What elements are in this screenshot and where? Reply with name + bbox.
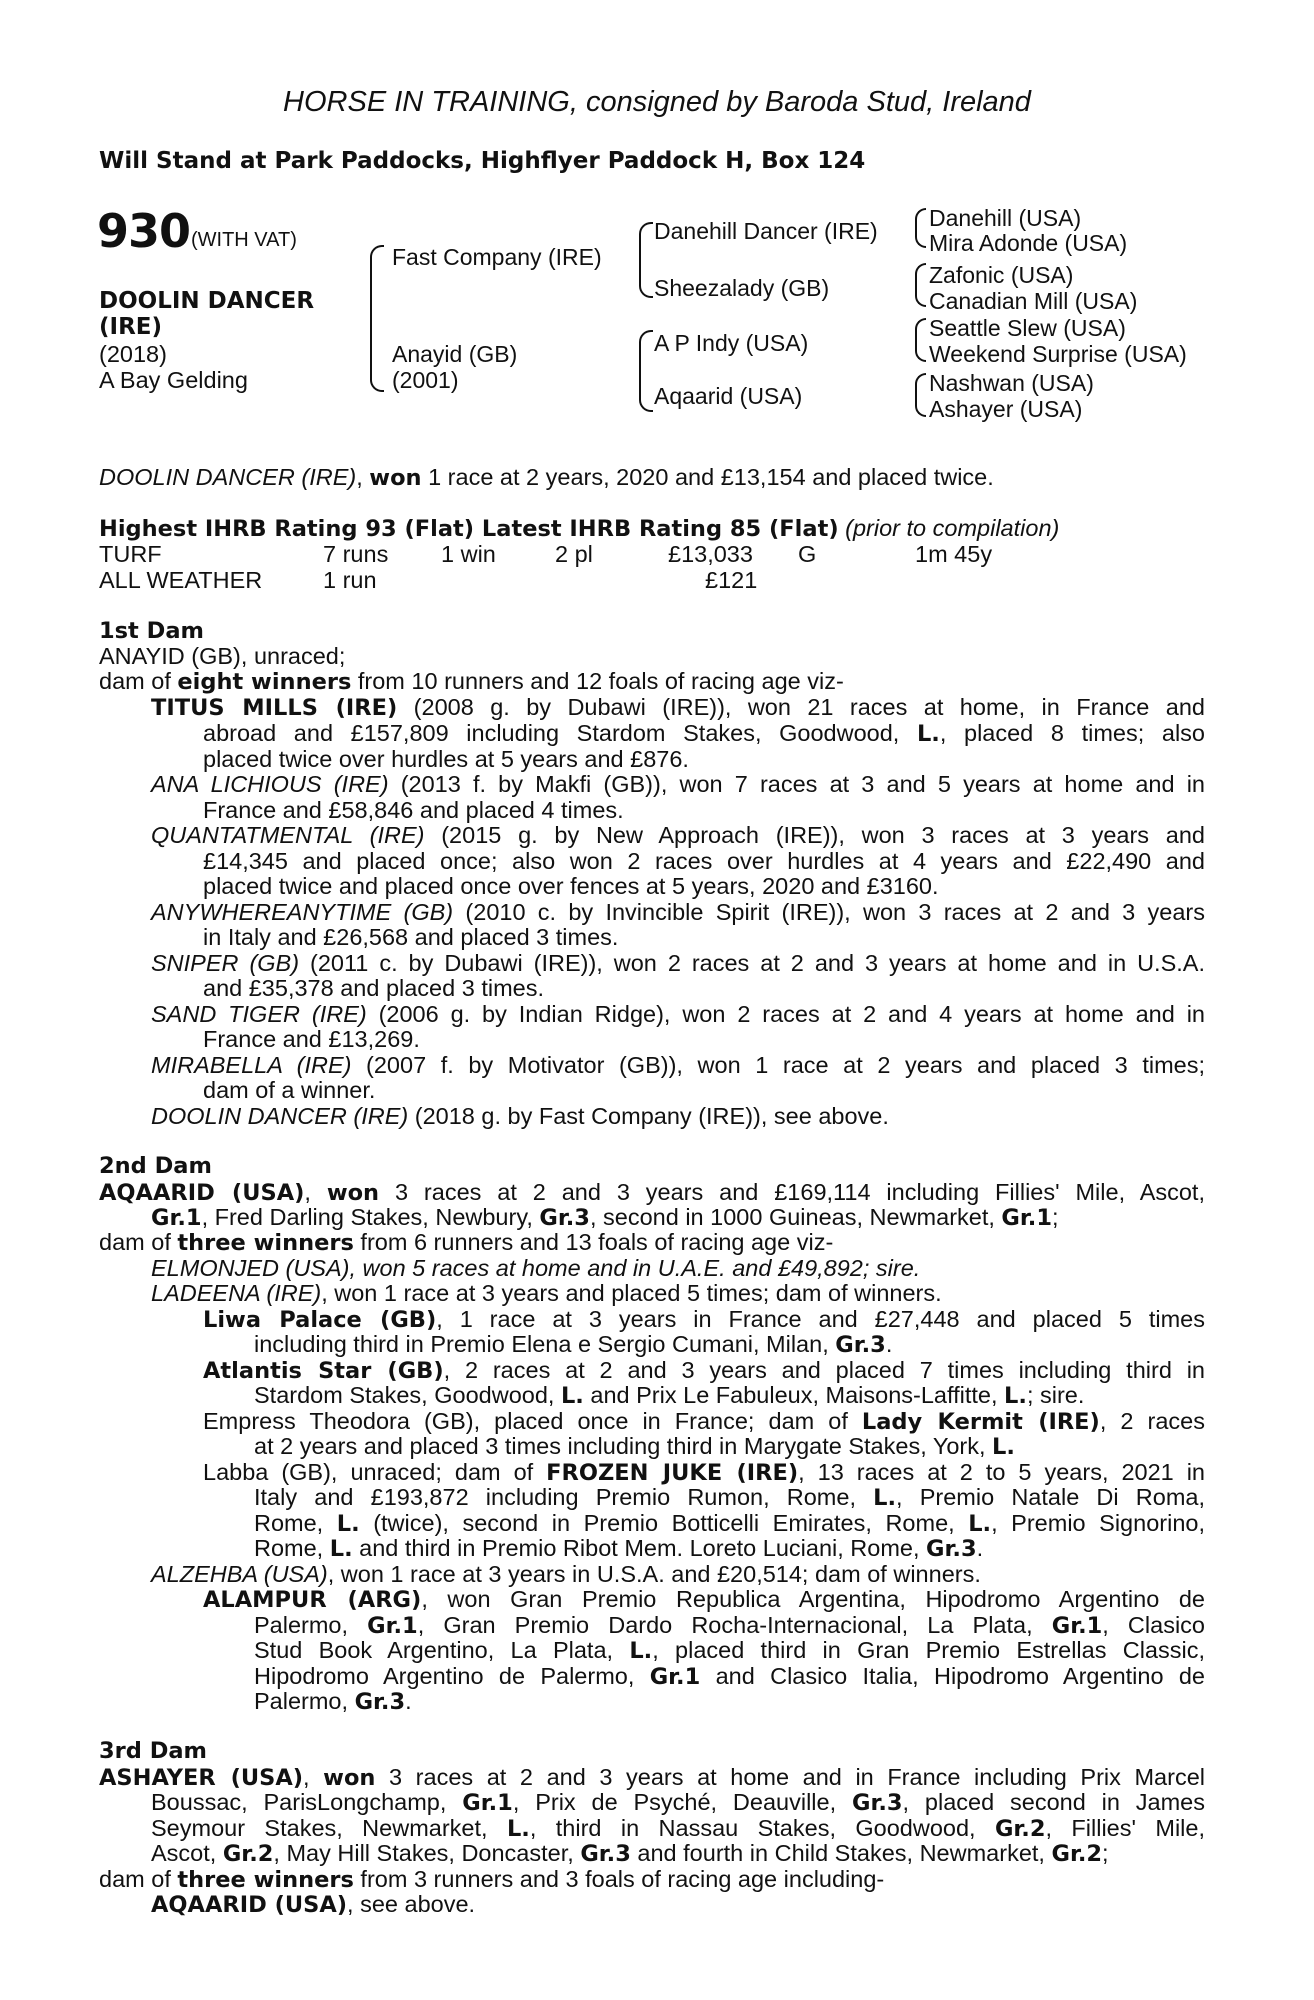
first-dam-produce: dam of eight winners from 10 runners and 12 foals of racing age viz- xyxy=(99,668,844,695)
second-dam-produce: dam of three winners from 6 runners and 13 foals of racing age viz- xyxy=(99,1229,834,1256)
produce-titus-mills-3: placed twice over hurdles at 5 years and £876. xyxy=(203,746,689,772)
pedigree-sire: Fast Company (IRE) xyxy=(392,244,602,270)
pedigree-brace-sire xyxy=(639,222,653,298)
horse-name-suffix: (IRE) xyxy=(99,314,163,340)
horse-year: (2018) xyxy=(99,341,167,367)
third-dam-ashayer: ASHAYER (USA), won 3 races at 2 and 3 years at home and in France including Prix Marcel xyxy=(99,1764,1205,1791)
third-dam-ashayer-2: Boussac, ParisLongchamp, Gr.1, Prix de Psyché, Deauville, Gr.3, placed second in James xyxy=(151,1789,1205,1816)
produce-atlantis-star: Atlantis Star (GB), 2 races at 2 and 3 years and placed 7 times including third in xyxy=(203,1357,1205,1384)
produce-quantatmental: QUANTATMENTAL (IRE) (2015 g. by New Approach (IRE)), won 3 races at 3 years and xyxy=(151,822,1205,848)
page-header: HORSE IN TRAINING, consigned by Baroda Stud, Ireland xyxy=(283,86,1031,118)
pedigree-brace-g1 xyxy=(915,208,926,248)
produce-empress-theodora: Empress Theodora (GB), placed once in France; dam of Lady Kermit (IRE), 2 races xyxy=(203,1408,1205,1435)
produce-sand-tiger: SAND TIGER (IRE) (2006 g. by Indian Ridge), won 2 races at 2 and 4 years at home and in xyxy=(151,1001,1205,1027)
pedigree-brace-dam xyxy=(639,330,653,412)
produce-titus-mills-2: abroad and £157,809 including Stardom Stakes, Goodwood, L., placed 8 times; also xyxy=(203,720,1205,747)
lot-vat: (WITH VAT) xyxy=(191,229,297,251)
pedigree-g3: Zafonic (USA) xyxy=(929,262,1074,288)
produce-ana-lichious: ANA LICHIOUS (IRE) (2013 f. by Makfi (GB)), won 7 races at 3 and 5 years at home and in xyxy=(151,771,1205,797)
pedigree-sire-dam: Sheezalady (GB) xyxy=(654,275,830,301)
race-summary: DOOLIN DANCER (IRE), won 1 race at 2 years, 2020 and £13,154 and placed twice. xyxy=(99,464,994,491)
pedigree-dam-year: (2001) xyxy=(392,367,459,393)
pedigree-dam-dam: Aqaarid (USA) xyxy=(654,383,803,409)
rating-line: Highest IHRB Rating 93 (Flat) Latest IHRB Rating 85 (Flat) (prior to compilation) xyxy=(99,515,1060,542)
produce-aqaarid: AQAARID (USA), see above. xyxy=(151,1891,476,1918)
pedigree-brace-g4 xyxy=(915,373,926,417)
produce-alzehba: ALZEHBA (USA), won 1 race at 3 years in U.S.A. and £20,514; dam of winners. xyxy=(151,1561,981,1587)
produce-quantatmental-3: placed twice and placed once over fences at 5 years, 2020 and £3160. xyxy=(203,873,939,899)
horse-name: DOOLIN DANCER xyxy=(99,288,315,314)
produce-labba-3: Rome, L. (twice), second in Premio Botticelli Emirates, Rome, L., Premio Signorino, xyxy=(254,1510,1205,1537)
horse-description: A Bay Gelding xyxy=(99,367,248,393)
produce-labba-4: Rome, L. and third in Premio Ribot Mem. Loreto Luciani, Rome, Gr.3. xyxy=(254,1535,984,1562)
produce-ana-lichious-2: France and £58,846 and placed 4 times. xyxy=(203,797,624,823)
produce-empress-theodora-2: at 2 years and placed 3 times including third in Marygate Stakes, York, L. xyxy=(254,1433,1015,1460)
pedigree-dam-sire: A P Indy (USA) xyxy=(654,330,809,356)
second-dam-heading: 2nd Dam xyxy=(99,1153,212,1179)
pedigree-g2: Mira Adonde (USA) xyxy=(929,230,1128,256)
produce-alampur-3: Stud Book Argentino, La Plata, L., placed third in Gran Premio Estrellas Classic, xyxy=(254,1637,1205,1664)
stand-location: Will Stand at Park Paddocks, Highflyer Paddock H, Box 124 xyxy=(99,148,866,174)
stats-all-weather: ALL WEATHER 1 run £121 xyxy=(99,567,758,593)
first-dam-intro: ANAYID (GB), unraced; xyxy=(99,643,346,669)
pedigree-g8: Ashayer (USA) xyxy=(929,396,1083,422)
third-dam-heading: 3rd Dam xyxy=(99,1738,207,1764)
produce-liwa-palace: Liwa Palace (GB), 1 race at 3 years in France and £27,448 and placed 5 times xyxy=(203,1306,1205,1333)
produce-anywhereanytime-2: in Italy and £26,568 and placed 3 times. xyxy=(203,924,619,950)
pedigree-g1: Danehill (USA) xyxy=(929,205,1082,231)
pedigree-g4: Canadian Mill (USA) xyxy=(929,288,1138,314)
produce-alampur-5: Palermo, Gr.3. xyxy=(254,1688,412,1715)
produce-sniper: SNIPER (GB) (2011 c. by Dubawi (IRE)), won 2 races at 2 and 3 years at home and in U.S.A. xyxy=(151,950,1205,976)
pedigree-brace-g3 xyxy=(915,318,926,362)
third-dam-ashayer-3: Seymour Stakes, Newmarket, L., third in Nassau Stakes, Goodwood, Gr.2, Fillies' Mile, xyxy=(151,1815,1205,1842)
produce-mirabella: MIRABELLA (IRE) (2007 f. by Motivator (GB)), won 1 race at 2 years and placed 3 times; xyxy=(151,1052,1205,1078)
pedigree-dam: Anayid (GB) xyxy=(392,341,518,367)
stats-turf: TURF 7 runs 1 win 2 pl £13,033 G 1m 45y xyxy=(99,541,993,567)
third-dam-produce: dam of three winners from 3 runners and 3 foals of racing age including- xyxy=(99,1866,885,1893)
second-dam-aqaarid-2: Gr.1, Fred Darling Stakes, Newbury, Gr.3, second in 1000 Guineas, Newmarket, Gr.1; xyxy=(151,1204,1059,1231)
produce-alampur-4: Hipodromo Argentino de Palermo, Gr.1 and Clasico Italia, Hipodromo Argentino de xyxy=(254,1663,1205,1690)
produce-atlantis-star-2: Stardom Stakes, Goodwood, L. and Prix Le Fabuleux, Maisons-Laffitte, L.; sire. xyxy=(254,1382,1085,1409)
produce-mirabella-2: dam of a winner. xyxy=(203,1077,376,1103)
produce-sniper-2: and £35,378 and placed 3 times. xyxy=(203,975,545,1001)
produce-labba: Labba (GB), unraced; dam of FROZEN JUKE (IRE), 13 races at 2 to 5 years, 2021 in xyxy=(203,1459,1206,1486)
first-dam-heading: 1st Dam xyxy=(99,618,204,644)
pedigree-sire-sire: Danehill Dancer (IRE) xyxy=(654,218,878,244)
third-dam-ashayer-4: Ascot, Gr.2, May Hill Stakes, Doncaster, Gr.3 and fourth in Child Stakes, Newmarket, Gr.2; xyxy=(151,1840,1109,1867)
pedigree-g6: Weekend Surprise (USA) xyxy=(929,341,1187,367)
produce-alampur-2: Palermo, Gr.1, Gran Premio Dardo Rocha-Internacional, La Plata, Gr.1, Clasico xyxy=(254,1612,1205,1639)
produce-quantatmental-2: £14,345 and placed once; also won 2 races over hurdles at 4 years and £22,490 and xyxy=(203,848,1205,874)
second-dam-aqaarid: AQAARID (USA), won 3 races at 2 and 3 years and £169,114 including Fillies' Mile, Ascot, xyxy=(99,1179,1205,1206)
produce-titus-mills: TITUS MILLS (IRE) (2008 g. by Dubawi (IRE)), won 21 races at home, in France and xyxy=(151,694,1206,721)
produce-sand-tiger-2: France and £13,269. xyxy=(203,1026,420,1052)
produce-anywhereanytime: ANYWHEREANYTIME (GB) (2010 c. by Invincible Spirit (IRE)), won 3 races at 2 and 3 years xyxy=(151,899,1205,925)
produce-alampur: ALAMPUR (ARG), won Gran Premio Republica Argentina, Hipodromo Argentino de xyxy=(203,1586,1206,1613)
pedigree-brace-main xyxy=(370,245,384,392)
produce-elmonjed: ELMONJED (USA), won 5 races at home and in U.A.E. and £49,892; sire. xyxy=(151,1255,921,1281)
produce-ladeena: LADEENA (IRE), won 1 race at 3 years and placed 5 times; dam of winners. xyxy=(151,1280,942,1306)
pedigree-g7: Nashwan (USA) xyxy=(929,370,1094,396)
pedigree-brace-g2 xyxy=(915,263,926,307)
produce-liwa-palace-2: including third in Premio Elena e Sergio Cumani, Milan, Gr.3. xyxy=(254,1331,893,1358)
produce-doolin-dancer: DOOLIN DANCER (IRE) (2018 g. by Fast Company (IRE)), see above. xyxy=(151,1103,889,1129)
lot-number: 930 xyxy=(97,204,191,258)
produce-labba-2: Italy and £193,872 including Premio Rumon, Rome, L., Premio Natale Di Roma, xyxy=(254,1484,1205,1511)
pedigree-g5: Seattle Slew (USA) xyxy=(929,315,1126,341)
